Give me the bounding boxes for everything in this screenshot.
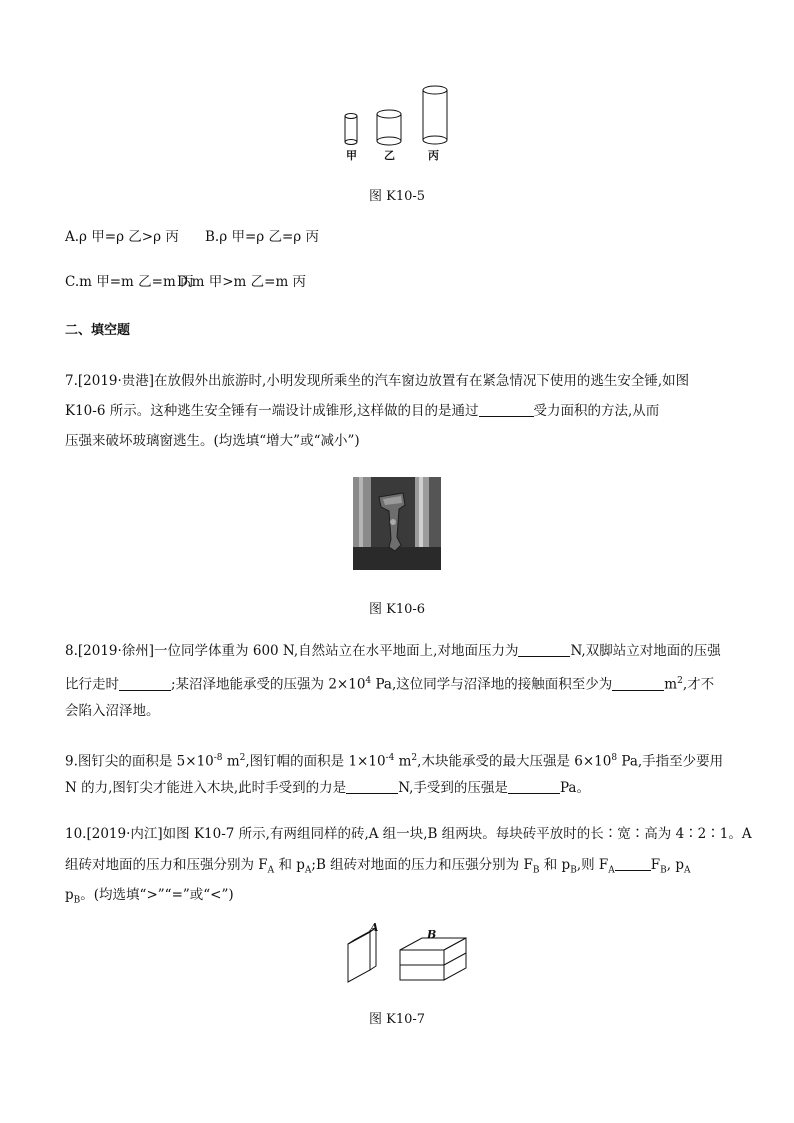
brick-b (400, 938, 466, 980)
q7-text-b: 受力面积的方法,从而 (533, 403, 660, 419)
q9-blank-2[interactable] (508, 779, 560, 794)
q9-text-1a: 9.图钉尖的面积是 5×10 (65, 753, 214, 770)
q7-line-3: 压强来破坏玻璃窗逃生。(均选填“增大”或“减小”) (65, 433, 360, 449)
q10-text-2k: F (650, 857, 661, 873)
figure-k10-6-photo (353, 477, 441, 570)
fig5-label-yi: 乙 (384, 149, 395, 162)
q9-text-1e: ,图钉帽的面积是 1×10 (245, 753, 386, 770)
cylinder-jia (345, 114, 357, 145)
fig7-label-b: B (427, 928, 437, 941)
q10-sub-8: B (73, 895, 81, 906)
q8-text-2g: ,才不 (682, 676, 715, 693)
q9-text-2a: N 的力,图钉尖才能进入木块,此时手受到的力是 (65, 780, 347, 796)
fig7-label-a: A (370, 921, 379, 934)
q7-line-1: 7.[2019·贵港]在放假外出旅游时,小明发现所乘坐的汽车窗边放置有在紧急情况下使用的逃生安全锤,如图 (65, 373, 690, 389)
q7-line-2 (65, 401, 659, 421)
q9-blank-1[interactable] (346, 779, 398, 794)
q9-exp-4: 2 (411, 753, 418, 763)
q10-line-3 (65, 885, 234, 911)
q8-text-2b: ;某沼泽地能承受的压强为 2×10 (171, 676, 366, 693)
q10-sub-2: A (304, 865, 312, 876)
q10-line-1: 10.[2019·内江]如图 K10-7 所示,有两组同样的砖,A 组一块,B 组两块。每块砖平放时的长∶宽∶高为 4∶2∶1。A (65, 826, 752, 842)
q7-text-a: K10-6 所示。这种逃生安全锤有一端设计成锥形,这样做的目的是通过 (65, 403, 479, 419)
q8-line-2 (65, 671, 714, 695)
q8-exponent-2: 2 (677, 676, 683, 686)
figure-k10-7 (340, 922, 470, 984)
q10-line-2 (65, 855, 691, 881)
q10-sub-3: B (532, 865, 540, 876)
q9-text-1g: m (394, 753, 412, 770)
q10-text-2a: 组砖对地面的压力和压强分别为 F (65, 857, 268, 873)
q8-line-3: 会陷入沼泽地。 (65, 703, 160, 719)
q8-text-2e: m (664, 676, 678, 693)
q10-sub-4: B (570, 865, 577, 876)
q10-text-2c: 和 p (274, 857, 305, 873)
section-title: 二、填空题 (65, 323, 131, 338)
q10-text-2m: , p (666, 857, 684, 873)
q9-line-1 (65, 748, 723, 772)
figure-caption-k10-5: 图 K10-5 (368, 189, 426, 204)
q8-text-1a: 8.[2019·徐州]一位同学体重为 600 N,自然站立在水平地面上,对地面压力为 (65, 643, 519, 659)
q9-text-2c: Pa。 (559, 780, 590, 796)
q9-text-2b: N,手受到的压强是 (398, 780, 508, 796)
q9-text-1i: ,木块能承受的最大压强是 6×10 (417, 753, 612, 770)
q8-text-1b: N,双脚站立对地面的压强 (570, 643, 721, 659)
q10-text-3c: 。(均选填“>”“=”或“<”) (80, 887, 234, 903)
q10-text-3a: p (65, 887, 74, 903)
q10-text-2i: ,则 F (576, 857, 609, 873)
q10-sub-6: B (660, 865, 667, 876)
option-a: A.ρ 甲=ρ 乙>ρ 丙 (65, 229, 179, 245)
brick-a (348, 928, 376, 982)
q10-sub-5: A (608, 865, 615, 876)
q7-blank-1[interactable] (479, 402, 534, 417)
q9-exp-2: 2 (239, 753, 246, 763)
option-c: C.m 甲=m 乙=m 丙 (65, 274, 194, 290)
q8-blank-2[interactable] (119, 676, 171, 691)
q9-text-1k: Pa,手指至少要用 (617, 753, 724, 770)
q8-exponent-1: 4 (365, 676, 372, 686)
q8-text-2d: Pa,这位同学与沼泽地的接触面积至少为 (371, 676, 613, 693)
q9-exp-1: -8 (213, 753, 223, 763)
q8-text-2a: 比行走时 (65, 676, 119, 693)
q10-sub-7: A (684, 865, 691, 876)
q9-exp-3: -4 (385, 753, 395, 763)
q8-blank-1[interactable] (518, 642, 570, 657)
q10-blank-1[interactable] (615, 856, 651, 871)
fig5-label-jia: 甲 (346, 149, 357, 162)
q10-text-2e: ;B 组砖对地面的压力和压强分别为 F (311, 857, 533, 873)
q9-line-2 (65, 778, 590, 798)
q8-line-1 (65, 641, 721, 661)
q8-blank-3[interactable] (612, 676, 664, 691)
figure-caption-k10-6: 图 K10-6 (368, 602, 426, 617)
cylinder-bing (423, 86, 447, 144)
option-b: B.ρ 甲=ρ 乙=ρ 丙 (205, 229, 320, 245)
q9-text-1c: m (222, 753, 240, 770)
q10-sub-1: A (267, 865, 275, 876)
q9-exp-5: 8 (611, 753, 618, 763)
option-d: D.m 甲>m 乙=m 丙 (177, 274, 307, 290)
cylinder-yi (377, 110, 401, 145)
figure-caption-k10-7: 图 K10-7 (368, 1012, 426, 1027)
fig5-label-bing: 丙 (428, 149, 439, 162)
q10-text-2g: 和 p (539, 857, 571, 873)
